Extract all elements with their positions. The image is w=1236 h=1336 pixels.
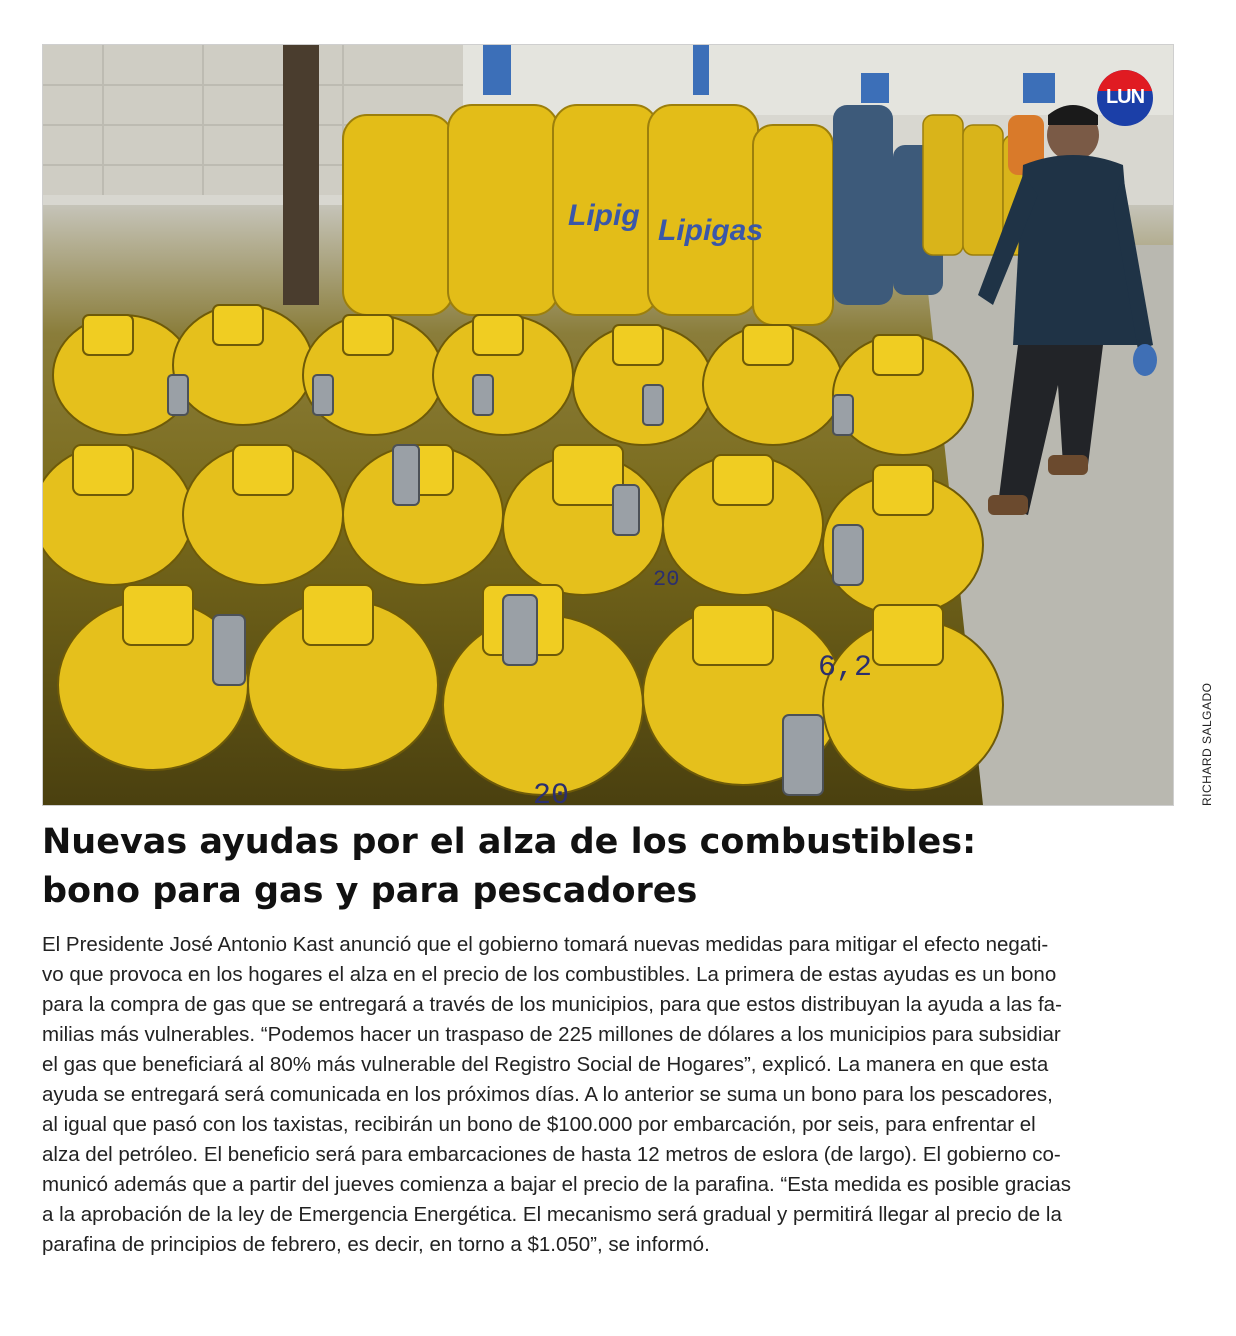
headline xyxy=(42,818,1182,916)
body-line: al igual que pasó con los taxistas, recibirán un bono de $100.000 por embarcación, por seis, para enfrentar el xyxy=(42,1113,1036,1136)
body-line: alza del petróleo. El beneficio será para embarcaciones de hasta 12 metros de eslora (de largo). El gobierno co- xyxy=(42,1143,1061,1166)
logo-text: LUN xyxy=(1105,86,1145,108)
brand-label-2: Lipigas xyxy=(658,214,764,247)
gas-cylinders-illustration xyxy=(43,45,1173,805)
body-line: vo que provoca en los hogares el alza en el precio de los combustibles. La primera de estas ayudas es un bono xyxy=(42,963,1057,986)
brand-label-1: Lipig xyxy=(568,199,640,232)
tank-number-2: 20 xyxy=(653,567,680,592)
lun-logo xyxy=(1097,70,1153,126)
body-line: municó además que a partir del jueves comienza a bajar el precio de la parafina. “Esta medida es posible gracias xyxy=(42,1173,1071,1196)
article-photo xyxy=(42,44,1174,806)
body-line: El Presidente José Antonio Kast anunció que el gobierno tomará nuevas medidas para mitigar el efecto negati- xyxy=(42,933,1049,956)
body-line: parafina de principios de febrero, es decir, en torno a $1.050”, se informó. xyxy=(42,1233,710,1256)
photo-credit: RICHARD SALGADO xyxy=(1200,682,1214,806)
body-line: ayuda se entregará será comunicada en los próximos días. A lo anterior se suma un bono para los pescadores, xyxy=(42,1083,1053,1106)
tank-number-3: 20 xyxy=(533,779,570,805)
body-line: el gas que beneficiará al 80% más vulnerable del Registro Social de Hogares”, explicó. La manera en que esta xyxy=(42,1053,1049,1076)
body-line: a la aprobación de la ley de Emergencia Energética. El mecanismo será gradual y permitirá llegar al precio de la xyxy=(42,1203,1062,1226)
tank-number-1: 6,2 xyxy=(818,651,873,685)
body-line: para la compra de gas que se entregará a través de los municipios, para que estos distribuyan la ayuda a las fa- xyxy=(42,993,1062,1016)
headline-line-2: bono para gas y para pescadores xyxy=(42,871,698,911)
article-body xyxy=(42,930,1207,1260)
body-line: milias más vulnerables. “Podemos hacer un traspaso de 225 millones de dólares a los municipios para subsidiar xyxy=(42,1023,1061,1046)
headline-line-1: Nuevas ayudas por el alza de los combustibles: xyxy=(42,822,977,862)
